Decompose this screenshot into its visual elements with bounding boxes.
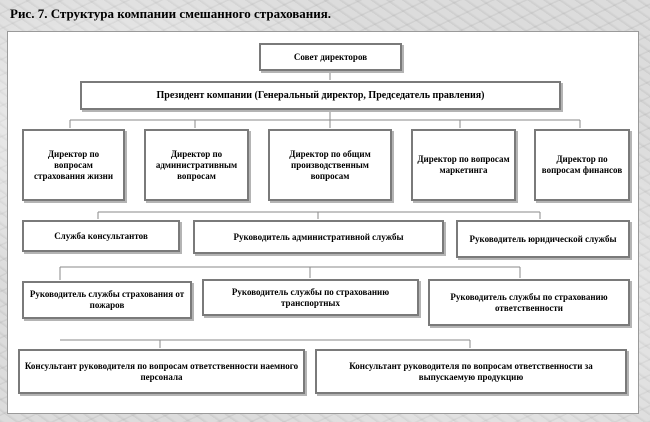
product-liability-consultant-box: Консультант руководителя по вопросам ответственности за выпускаемую продукцию: [315, 349, 627, 394]
director-marketing-box: Директор по вопросам маркетинга: [411, 129, 516, 201]
director-administrative-box: Директор по административным вопросам: [144, 129, 249, 201]
staff-liability-consultant-box: Консультант руководителя по вопросам ответственности наемного персонала: [18, 349, 305, 394]
director-life-insurance-box: Директор по вопросам страхования жизни: [22, 129, 125, 201]
transport-insurance-head-box: Руководитель службы по страхованию транспортных: [202, 279, 419, 316]
director-finance-box: Директор по вопросам финансов: [534, 129, 630, 201]
president-box: Президент компании (Генеральный директор, Председатель правления): [80, 81, 561, 110]
legal-service-head-box: Руководитель юридической службы: [456, 220, 630, 258]
fire-insurance-head-box: Руководитель службы страхования от пожаров: [22, 281, 192, 319]
figure-caption: Рис. 7. Структура компании смешанного страхования.: [10, 6, 332, 21]
director-general-production-box: Директор по общим производственным вопросам: [268, 129, 392, 201]
administrative-service-head-box: Руководитель административной службы: [193, 220, 444, 254]
consultants-service-box: Служба консультантов: [22, 220, 180, 252]
liability-insurance-head-box: Руководитель службы по страхованию ответственности: [428, 279, 630, 326]
board-of-directors-box: Совет директоров: [259, 43, 402, 71]
